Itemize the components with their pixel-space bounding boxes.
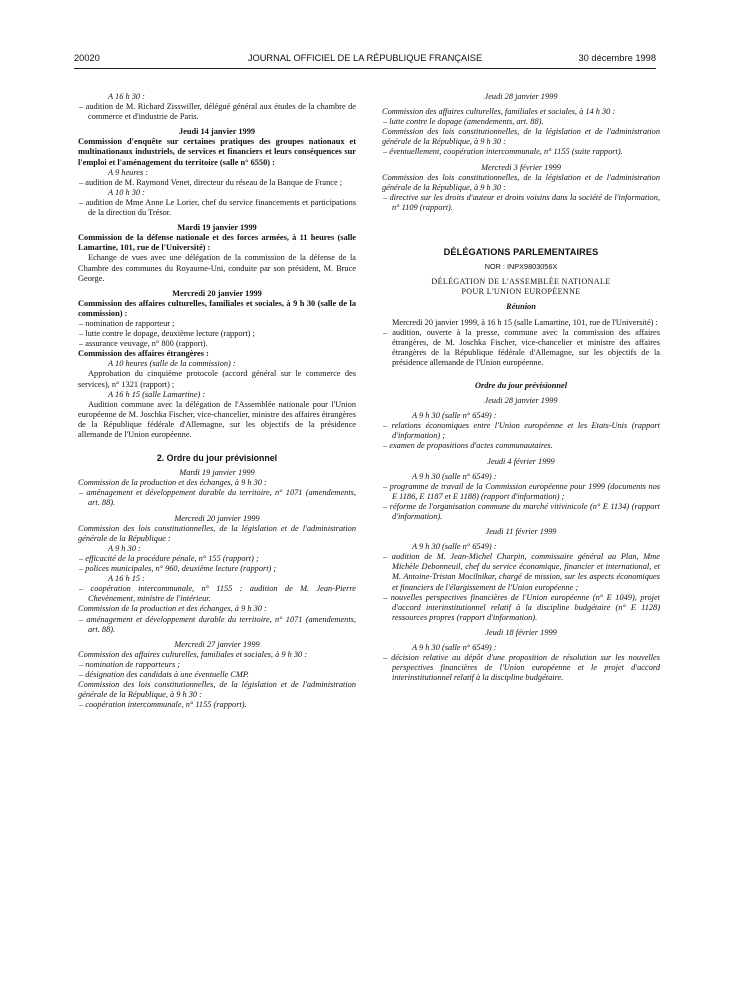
right-paragraph: – décision relative au dépôt d'une proposition de résolution sur les nouvelles perspectives financières de l'Union européenne et le projet d'accord interinstitutionnel relatif à la discipline budgétaire. <box>383 653 660 683</box>
right-paragraph: A 9 h 30 (salle n° 6549) : <box>412 643 497 653</box>
right-paragraph: Commission des affaires culturelles, familiales et sociales, à 14 h 30 : <box>382 107 616 117</box>
left-paragraph: Commission des lois constitutionnelles, de la législation et de l'administration générale de la République : <box>78 523 356 543</box>
left-paragraph: – coopération intercommunale, n° 1155 (rapport). <box>79 700 247 710</box>
right-paragraph: Jeudi 28 janvier 1999 <box>484 396 558 406</box>
left-paragraph: – efficacité de la procédure pénale, n° 155 (rapport) ; <box>79 553 259 563</box>
right-paragraph: – examen de propositions d'actes communautaires. <box>383 441 553 451</box>
right-paragraph: A 9 h 30 (salle n° 6549) : <box>412 542 497 552</box>
left-paragraph: Commission des affaires étrangères : <box>78 349 209 359</box>
right-paragraph: NOR : INPX9803056X <box>484 262 558 272</box>
left-paragraph: – audition de M. Raymond Venet, directeur du réseau de la Banque de France ; <box>79 177 343 187</box>
right-paragraph: – nouvelles perspectives financières de l'Union européenne (n° E 1049), projet d'accord interinstitutionnel relatif à la discipline budgétaire (n° E 1128) ressources propres (rapport d'information). <box>383 592 660 622</box>
header-rule <box>74 68 656 69</box>
left-column <box>78 92 356 710</box>
left-paragraph: Commission des affaires culturelles, familiales et sociales, à 9 h 30 (salle de la commission) : <box>78 298 356 318</box>
left-paragraph: – nomination de rapporteurs ; <box>79 659 181 669</box>
left-paragraph: A 10 heures (salle de la commission) : <box>108 359 236 369</box>
right-paragraph: – programme de travail de la Commission européenne pour 1999 (documents nos E 1186, E 1187 et E 1188) (rapport d'information) ; <box>383 481 660 501</box>
right-paragraph: Mercredi 3 février 1999 <box>481 162 561 172</box>
left-paragraph: – désignation des candidats à une éventuelle CMP. <box>79 669 249 679</box>
right-paragraph: Jeudi 11 février 1999 <box>485 527 557 537</box>
issue-date: 30 décembre 1998 <box>578 53 656 63</box>
left-paragraph: – lutte contre le dopage, deuxième lecture (rapport) ; <box>79 329 255 339</box>
left-paragraph: Mardi 19 janvier 1999 <box>179 468 255 478</box>
left-paragraph: – aménagement et développement durable du territoire, n° 1071 (amendements, art. 88). <box>79 488 356 508</box>
right-paragraph: Mercredi 20 janvier 1999, à 16 h 15 (salle Lamartine, 101, rue de l'Université) : <box>392 317 658 327</box>
right-paragraph: Jeudi 28 janvier 1999 <box>484 92 558 101</box>
right-column <box>382 92 660 683</box>
page-number: 20020 <box>74 53 100 63</box>
left-paragraph: – aménagement et développement durable du territoire, n° 1071 (amendements, art. 88). <box>79 614 356 634</box>
left-paragraph: Approbation du cinquième protocole (accord général sur le commerce des services), n° 1321 (rapport) ; <box>78 369 356 389</box>
left-paragraph: Commission d'enquête sur certaines pratiques des groupes nationaux et multinationaux industriels, de services et financiers et leurs conséquences sur l'emploi et l'aménagement du territoire (salle n° 6550) : <box>78 137 356 167</box>
left-paragraph: 2. Ordre du jour prévisionnel <box>156 453 278 464</box>
right-paragraph: DÉLÉGATIONS PARLEMENTAIRES <box>443 247 599 258</box>
right-paragraph: – relations économiques entre l'Union européenne et les Etats-Unis (rapport d'information) ; <box>383 421 660 441</box>
right-paragraph: A 9 h 30 (salle n° 6549) : <box>412 411 497 421</box>
left-paragraph: A 16 h 15 (salle Lamartine) : <box>108 389 206 399</box>
left-paragraph: Commission de la production et des échanges, à 9 h 30 : <box>78 478 267 488</box>
left-paragraph: – audition de Mme Anne Le Lorier, chef du service financements et participations de la direction du Trésor. <box>79 197 356 218</box>
right-paragraph: A 9 h 30 (salle n° 6549) : <box>412 471 497 481</box>
left-paragraph: Mardi 19 janvier 1999 <box>177 223 257 233</box>
left-paragraph: Commission de la défense nationale et des forces armées, à 11 heures (salle Lamartine, 101, rue de l'Université) : <box>78 233 356 253</box>
right-paragraph: – éventuellement, coopération intercommunale, n° 1155 (suite rapport). <box>383 147 623 157</box>
right-paragraph: POUR L'UNION EUROPÉENNE <box>461 287 581 297</box>
right-paragraph: – directive sur les droits d'auteur et droits voisins dans la société de l'information, n° 1109 (rapport). <box>383 192 660 212</box>
right-paragraph: Ordre du jour prévisionnel <box>474 380 568 390</box>
journal-title: JOURNAL OFFICIEL DE LA RÉPUBLIQUE FRANÇAISE <box>247 53 483 63</box>
left-paragraph: A 10 h 30 : <box>108 187 145 197</box>
right-paragraph: Jeudi 4 février 1999 <box>487 456 555 466</box>
right-paragraph: Jeudi 18 février 1999 <box>485 627 557 637</box>
left-paragraph: A 9 heures : <box>108 167 149 177</box>
right-paragraph: Réunion <box>506 302 536 312</box>
left-paragraph: – polices municipales, n° 960, deuxième lecture (rapport) ; <box>79 564 277 574</box>
left-paragraph: Mercredi 27 janvier 1999 <box>174 639 260 649</box>
right-paragraph: – audition, ouverte à la presse, commune avec la commission des affaires étrangères, de M. Joschka Fischer, vice-chancelier et ministre des affaires étrangères de la République fédérale d'Allemagne, sur les objectifs de la présidence allemande de l'Union européenne. <box>383 327 660 367</box>
left-paragraph: – assurance veuvage, n° 800 (rapport). <box>79 339 208 349</box>
left-paragraph: Mercredi 20 janvier 1999 <box>172 288 262 298</box>
left-paragraph: A 16 h 15 : <box>108 574 145 584</box>
left-paragraph: – coopération intercommunale, n° 1155 : audition de M. Jean-Pierre Chevènement, ministre de l'intérieur. <box>79 584 356 604</box>
right-paragraph: – réforme de l'organisation commune du marché vitivinicole (n° E 1134) (rapport d'information). <box>383 501 660 521</box>
page-header <box>74 53 656 67</box>
left-paragraph: A 16 h 30 : <box>108 92 145 101</box>
left-paragraph: Commission des lois constitutionnelles, de la législation et de l'administration générale de la République, à 9 h 30 : <box>78 680 356 700</box>
left-paragraph: Mercredi 20 janvier 1999 <box>174 513 260 523</box>
left-paragraph: Commission de la production et des échanges, à 9 h 30 : <box>78 604 267 614</box>
left-paragraph: Audition commune avec la délégation de l'Assemblée nationale pour l'Union européenne de M. Joschka Fischer, vice-chancelier, ministre des affaires étrangères de la République fédérale d'Allemagne, sur les objectifs de la présidence allemande de l'Union européenne. <box>78 399 356 439</box>
right-paragraph: Commission des lois constitutionnelles, de la législation et de l'administration générale de la République, à 9 h 30 : <box>382 127 660 147</box>
left-paragraph: – audition de M. Richard Zisswiller, délégué général aux études de la chambre de commerce et d'industrie de Paris. <box>79 102 356 122</box>
right-paragraph: – lutte contre le dopage (amendements, art. 88). <box>383 117 544 127</box>
right-paragraph: – audition de M. Jean-Michel Charpin, commissaire général au Plan, Mme Michèle Debonneuil, chef du service économique, financier et international, et M. Antoine-Tristan Mocilnikar, chargé de mission, sur les aspects économiques et financiers de l'élargissement de l'Union européenne ; <box>383 552 660 592</box>
left-paragraph: Echange de vues avec une délégation de la commission de la défense de la Chambre des communes du Royaume-Uni, conduite par son président, M. Bruce George. <box>78 253 356 283</box>
right-paragraph: Commission des lois constitutionnelles, de la législation et de l'administration générale de la République, à 9 h 30 : <box>382 172 660 192</box>
left-paragraph: Commission des affaires culturelles, familiales et sociales, à 9 h 30 : <box>78 649 308 659</box>
left-paragraph: Jeudi 14 janvier 1999 <box>178 127 256 137</box>
right-paragraph: DÉLÉGATION DE L'ASSEMBLÉE NATIONALE <box>431 277 611 287</box>
left-paragraph: A 9 h 30 : <box>108 543 141 553</box>
left-paragraph: – nomination de rapporteur ; <box>79 318 175 328</box>
